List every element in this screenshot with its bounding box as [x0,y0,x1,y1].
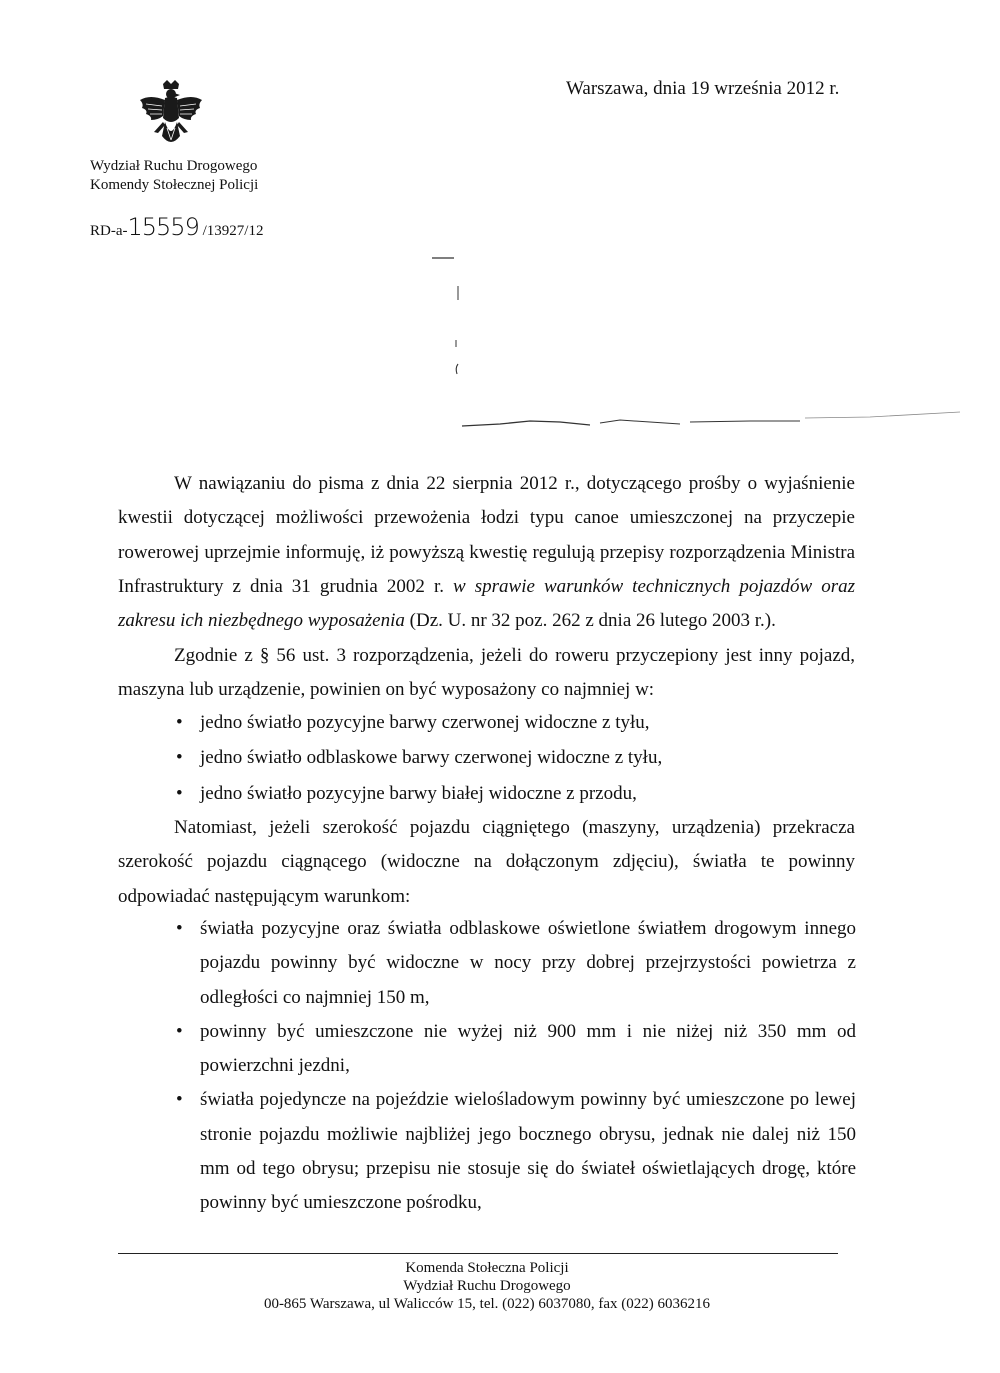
footer [118,1259,856,1313]
regulation-paragraph: Zgodnie z § 56 ust. 3 rozporządzenia, jeżeli do roweru przyczepiony jest inny pojazd, maszyna lub urządzenie, powinien on być wyposażony co najmniej w: [118,645,855,701]
intro-paragraph [118,467,855,638]
reference-number [90,213,263,241]
footer-department: Wydział Ruchu Drogowego [403,1278,571,1294]
list-item: • jedno światło pozycyjne barwy białej widoczne z przodu, [200,777,856,811]
list-item: • jedno światło pozycyjne barwy czerwonej widoczne z tyłu, [200,706,856,740]
reference-suffix: /13927/12 [198,223,264,239]
scan-marks [420,250,980,440]
list-item: • jedno światło odblaskowe barwy czerwonej widoczne z tyłu, [200,741,856,775]
light-conditions-list [200,912,856,1221]
sender-department: Wydział Ruchu Drogowego [90,158,258,174]
list-item: • światła pozycyjne oraz światła odblaskowe oświetlone światłem drogowym innego pojazdu powinny być widoczne w nocy przy dobrej przejrzystości powietrza z odległości co najmniej 150 m, [200,912,856,1015]
footer-address: 00-865 Warszawa, ul Walicców 15, tel. (022) 6037080, fax (022) 6036216 [263,1296,711,1312]
list-item: • powinny być umieszczone nie wyżej niż 900 mm i nie niżej niż 350 mm od powierzchni jezdni, [200,1015,856,1084]
journal-citation: (Dz. U. nr 32 poz. 262 z dnia 26 lutego 2003 r.). [404,610,776,632]
footer-divider [118,1253,838,1254]
regulation-title: w sprawie warunków technicznych pojazdów oraz zakresu ich niezbędnego wyposażenia [118,575,856,632]
polish-eagle-emblem-icon [136,78,206,150]
sender-organization [90,157,258,195]
letter-date: Warszawa, dnia 19 września 2012 r. [566,78,840,99]
minimum-lights-list [200,706,856,812]
sender-command: Komendy Stołecznej Policji [90,177,259,193]
intro-text: W nawiązaniu do pisma z dnia 22 sierpnia 2012 r., dotyczącego prośby o wyjaśnienie kwestii dotyczącej możliwości przewożenia łodzi typu canoe umieszczonej na przyczepie rowerowej uprzejmie informuję, iż powyższą kwestię regulują przepisy rozporządzenia Ministra Infrastruktury z dnia 31 grudnia 2002 r. [118,473,855,597]
reference-prefix: RD-a- [90,223,128,239]
list-item: • światła pojedyncze na pojeździe wielośladowym powinny być umieszczone po lewej stronie pojazdu możliwie najbliżej jego bocznego obrysu, jednak nie dalej niż 150 mm od tego obrysu; przepisu nie stosuje się do świateł oświetlających drogę, które powinny być umieszczone pośrodku, [200,1083,856,1220]
width-condition-paragraph: Natomiast, jeżeli szerokość pojazdu ciągniętego (maszyny, urządzenia) przekracza szerokość pojazdu ciągnącego (widoczne na dołączonym zdjęciu), światła te powinny odpowiadać następującym warunkom: [118,817,855,907]
footer-institution: Komenda Stołeczna Policji [405,1260,569,1276]
reference-handwritten-number: 15559 [127,213,199,241]
